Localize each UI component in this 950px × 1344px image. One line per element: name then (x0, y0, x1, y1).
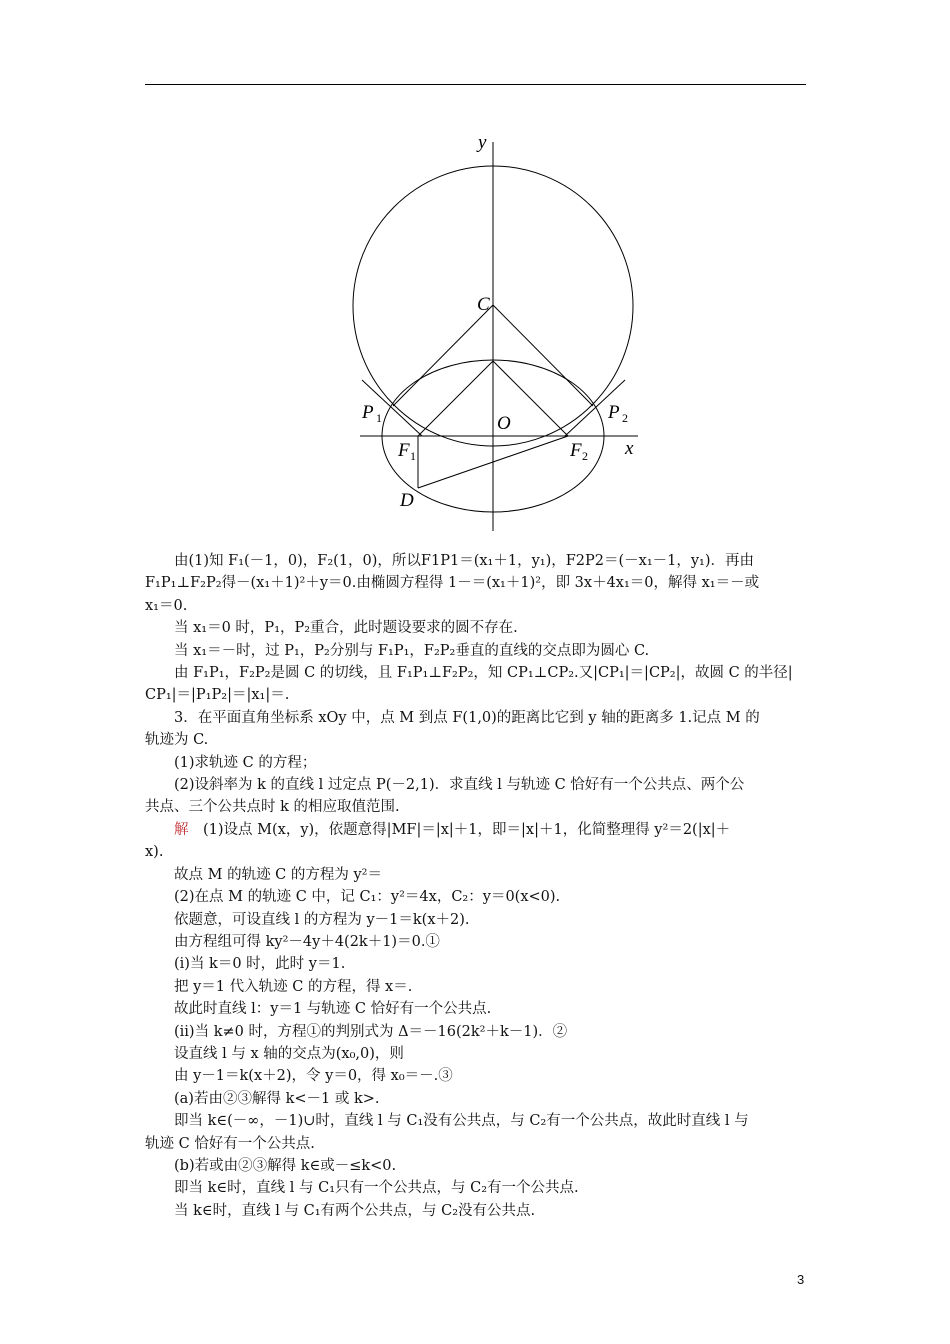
text-line (145, 909, 810, 931)
figure-svg (340, 122, 660, 542)
text-line (145, 752, 810, 774)
text-line (145, 886, 810, 908)
text-line (145, 684, 810, 706)
text-line (145, 707, 810, 729)
label-p1-sub: 1 (376, 411, 382, 425)
text-line (145, 1200, 810, 1222)
line-text: (ⅰ)当 k＝0 时，此时 y＝1. (174, 956, 346, 973)
line-text: 故点 M 的轨迹 C 的方程为 y²＝ (174, 866, 382, 883)
label-p2-sub: 2 (622, 411, 628, 425)
text-line (145, 1065, 810, 1087)
text-line (145, 953, 810, 975)
solution-label: 解 (174, 821, 189, 838)
text-line (145, 864, 810, 886)
text-line (145, 1133, 810, 1155)
label-y: y (478, 132, 487, 153)
line-text: 设直线 l 与 x 轴的交点为(x₀,0)，则 (174, 1045, 404, 1062)
label-d: D (400, 490, 414, 511)
line-text: F₁P₁⊥F₂P₂得－(x₁＋1)²＋y＝0.由椭圆方程得 1－＝(x₁＋1)²，即 3x＋4x₁＝0，解得 x₁＝－或 (145, 575, 760, 592)
text-line (145, 729, 810, 751)
line-text: 当 x₁＝0 时，P₁，P₂重合，此时题设要求的圆不存在. (174, 620, 518, 637)
line-text: (1)设点 M(x，y)，依题意得|MF|＝|x|＋1，即＝|x|＋1，化简整理得 y²＝2(|x|＋ (188, 821, 731, 838)
line-text: 轨迹为 C. (145, 732, 209, 749)
line-text: (ⅱ)当 k≠0 时，方程①的判别式为 Δ＝－16(2k²＋k－1)．② (174, 1023, 568, 1040)
line-text: 3．在平面直角坐标系 xOy 中，点 M 到点 F(1,0)的距离比它到 y 轴的距离多 1.记点 M 的 (174, 709, 760, 726)
line-text: (1)求轨迹 C 的方程； (174, 754, 317, 771)
text-line (145, 1043, 810, 1065)
geometry-figure (340, 122, 660, 542)
label-f2-sub: 2 (582, 449, 588, 463)
line-text: 轨迹 C 恰好有一个公共点. (145, 1135, 315, 1152)
text-line (145, 976, 810, 998)
text-line (145, 1177, 810, 1199)
line-text: 把 y＝1 代入轨迹 C 的方程，得 x＝. (174, 978, 413, 995)
line-text: (b)若或由②③解得 k∈或－≤k<0. (174, 1157, 397, 1174)
text-line (145, 931, 810, 953)
text-line (145, 998, 810, 1020)
text-line (145, 617, 810, 639)
line-text: (a)若由②③解得 k<－1 或 k>. (174, 1090, 380, 1107)
line-text: 当 x₁＝－时，过 P₁，P₂分别与 F₁P₁，F₂P₂垂直的直线的交点即为圆心 C. (174, 642, 650, 659)
text-line (145, 819, 810, 841)
line-text: 依题意，可设直线 l 的方程为 y－1＝k(x＋2). (174, 911, 470, 928)
line-text: x₁＝0. (145, 597, 188, 614)
line-text: 由 F₁P₁，F₂P₂是圆 C 的切线，且 F₁P₁⊥F₂P₂，知 CP₁⊥CP₂.又|CP₁|＝|CP₂|，故圆 C 的半径| (174, 665, 793, 682)
text-line (145, 1021, 810, 1043)
page-number: 3 (797, 1272, 805, 1287)
text-line (145, 550, 810, 572)
line-text: 即当 k∈(－∞，－1)∪时，直线 l 与 C₁没有公共点，与 C₂有一个公共点，故此时直线 l 与 (174, 1113, 749, 1130)
text-line (145, 572, 810, 594)
text-line (145, 1088, 810, 1110)
text-line (145, 595, 810, 617)
line-text: (2)在点 M 的轨迹 C 中，记 C₁：y²＝4x，C₂：y＝0(x<0). (174, 889, 561, 906)
label-o: O (497, 413, 511, 434)
label-x: x (625, 438, 634, 459)
label-p1: P (362, 402, 374, 423)
label-c: C (477, 294, 490, 315)
text-body (145, 550, 810, 1222)
line-text: 当 k∈时，直线 l 与 C₁有两个公共点，与 C₂没有公共点. (174, 1202, 536, 1219)
line-text: 由(1)知 F₁(－1，0)，F₂(1，0)，所以F1P1＝(x₁＋1，y₁)，F2P2＝(－x₁－1，y₁)．再由 (174, 553, 755, 569)
label-p2: P (608, 402, 620, 423)
text-line (145, 1110, 810, 1132)
segment-cp1 (393, 305, 493, 406)
text-line (145, 796, 810, 818)
label-f2: F (570, 440, 582, 461)
text-line (145, 662, 810, 684)
line-text: (2)设斜率为 k 的直线 l 过定点 P(－2,1)．求直线 l 与轨迹 C 恰好有一个公共点、两个公 (174, 777, 745, 794)
label-f1-sub: 1 (410, 449, 416, 463)
text-line (145, 640, 810, 662)
segment-cp2 (493, 305, 593, 406)
line-text: 由 y－1＝k(x＋2)，令 y＝0，得 x₀＝－.③ (174, 1068, 453, 1085)
text-line (145, 774, 810, 796)
line-text: 共点、三个公共点时 k 的相应取值范围. (145, 799, 400, 816)
line-text: 即当 k∈时，直线 l 与 C₁只有一个公共点，与 C₂有一个公共点. (174, 1180, 579, 1197)
header-rule (145, 84, 806, 85)
line-text: 故此时直线 l：y＝1 与轨迹 C 恰好有一个公共点. (174, 1001, 492, 1018)
line-text: x). (145, 844, 164, 861)
line-text: CP₁|＝|P₁P₂|＝|x₁|＝. (145, 687, 290, 704)
segment-b-f1 (418, 361, 493, 436)
line-text: 由方程组可得 ky²－4y＋4(2k＋1)＝0.① (174, 933, 440, 950)
text-line (145, 841, 810, 863)
label-f1: F (398, 440, 410, 461)
text-line (145, 1155, 810, 1177)
